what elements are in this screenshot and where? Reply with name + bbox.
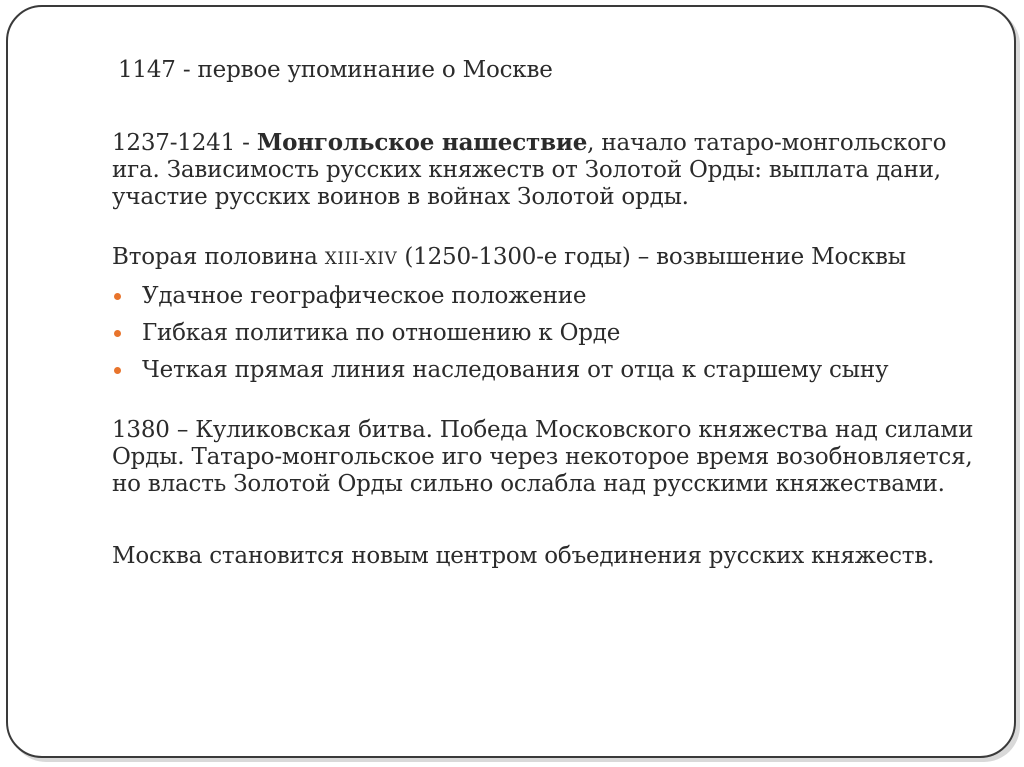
bullet-dot-icon xyxy=(114,293,121,300)
moscow-rise-paragraph xyxy=(112,244,982,273)
first-mention-line: 1147 - первое упоминание о Москве xyxy=(118,57,553,83)
list-item xyxy=(112,320,982,347)
list-item-text: Четкая прямая линия наследования от отца к старшему сыну xyxy=(142,357,889,383)
moscow-rise-reasons-list xyxy=(112,283,982,384)
bullet-dot-icon xyxy=(114,367,121,374)
list-item xyxy=(112,283,982,310)
mongol-invasion-dates: 1237-1241 - xyxy=(112,130,257,156)
mongol-invasion-text: , начало татаро-монгольского ига. Зависимость русских княжеств от Золотой Орды: выплата дани, участие русских воинов в войнах Золотой орды. xyxy=(112,130,947,210)
mongol-invasion-paragraph xyxy=(112,129,982,211)
list-item-text: Гибкая политика по отношению к Орде xyxy=(142,320,621,346)
list-item-text: Удачное географическое положение xyxy=(142,283,587,309)
moscow-center-paragraph: Москва становится новым центром объединения русских княжеств. xyxy=(112,543,935,569)
moscow-rise-prefix: Вторая половина xyxy=(112,244,325,270)
century-roman-numerals: XIII-XIV xyxy=(324,249,398,269)
mongol-invasion-title: Монгольское нашествие xyxy=(256,129,588,156)
bullet-dot-icon xyxy=(114,330,121,337)
list-item xyxy=(112,357,982,384)
moscow-rise-text: (1250-1300-е годы) – возвышение Москвы xyxy=(397,244,906,270)
kulikovo-battle-paragraph: 1380 – Куликовская битва. Победа Московского княжества над силами Орды. Татаро-монгольское иго через некоторое время возобновляется, но власть Золотой Орды сильно ослабла над русскими княжествами. xyxy=(112,417,974,497)
slide-content xyxy=(112,52,982,570)
